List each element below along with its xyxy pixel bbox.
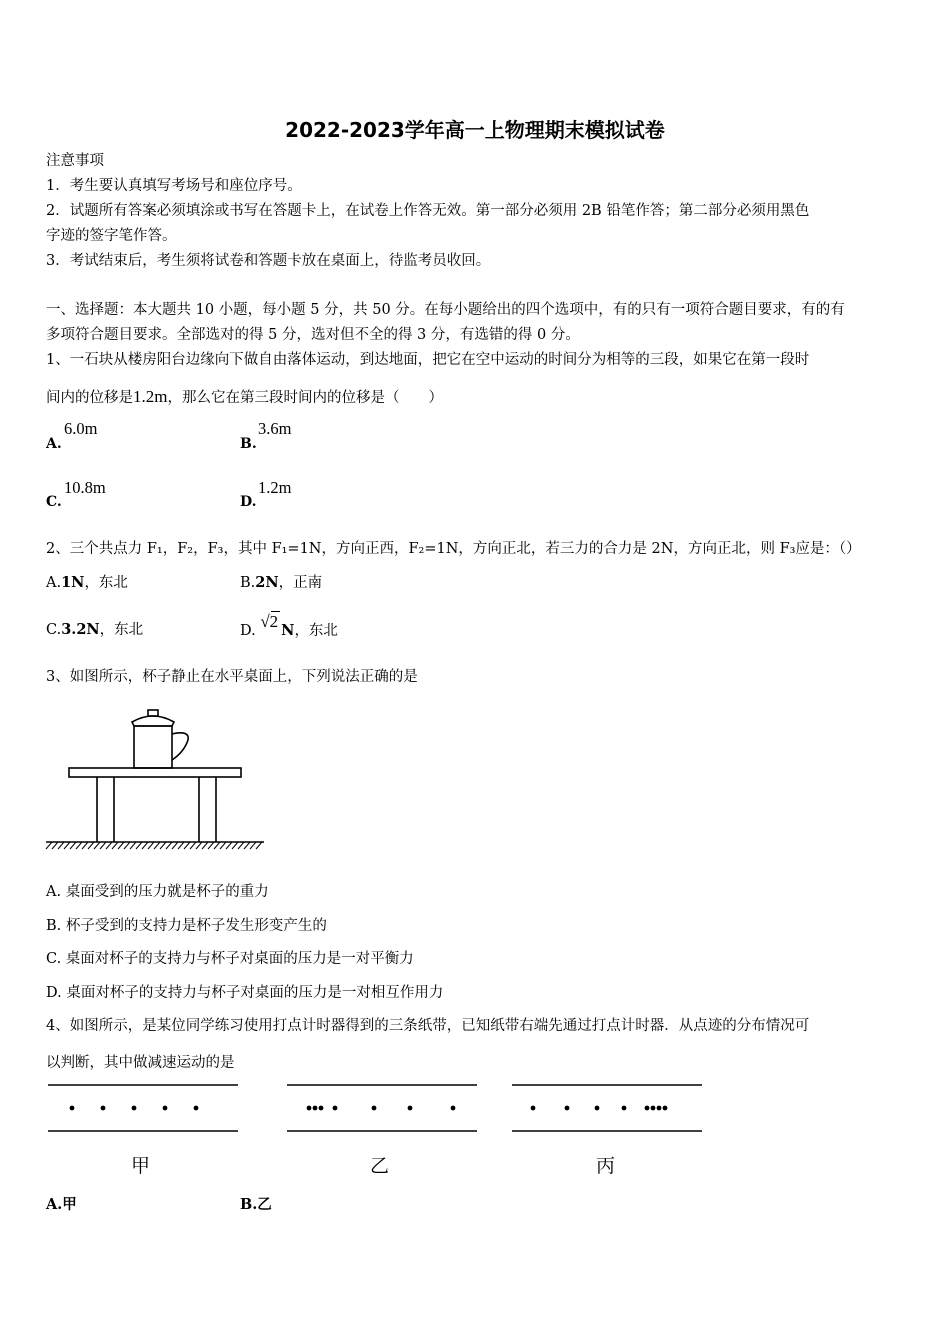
q1-option-d-letter: D. bbox=[240, 494, 257, 510]
q1-stem-line-2 bbox=[46, 387, 443, 408]
q2-option-b bbox=[240, 573, 322, 593]
q1-stem-value: 1.2m bbox=[133, 387, 168, 406]
q1-option-b-value: 3.6m bbox=[258, 419, 292, 438]
q1-option-c-value: 10.8m bbox=[64, 478, 106, 497]
q2-option-c bbox=[46, 620, 143, 640]
q2-option-c-value: 3.2N bbox=[61, 621, 100, 638]
notice-line-2a: 2．试题所有答案必须填涂或书写在答题卡上，在试卷上作答无效。第一部分必须用 2B 铅笔作答；第二部分必须用黑色 bbox=[46, 203, 810, 219]
q4-stem-line-2: 以判断，其中做减速运动的是 bbox=[46, 1055, 235, 1071]
table-top bbox=[69, 768, 241, 777]
page-title: 2022-2023学年高一上物理期末模拟试卷 bbox=[285, 118, 665, 142]
q1-stem-post: ，那么它在第三段时间内的位移是（ ） bbox=[167, 390, 443, 406]
q2-option-b-text: ，正南 bbox=[278, 575, 323, 591]
notice-line-1: 1．考生要认真填写考场号和座位序号。 bbox=[46, 178, 302, 194]
q3-option-c: C. 桌面对杯子的支持力与杯子对桌面的压力是一对平衡力 bbox=[46, 951, 414, 967]
q2-option-d bbox=[240, 612, 338, 641]
tape-bing-label: 丙 bbox=[596, 1155, 616, 1177]
q2-option-a-letter: A. bbox=[46, 575, 62, 591]
q2-option-a-value: 1N bbox=[61, 574, 85, 591]
q3-option-b: B. 杯子受到的支持力是杯子发生形变产生的 bbox=[46, 918, 327, 934]
section-heading-line-1: 一、选择题：本大题共 10 小题，每小题 5 分，共 50 分。在每小题给出的四个选项中，有的只有一项符合题目要求，有的有 bbox=[46, 302, 845, 318]
q3-stem: 3、如图所示，杯子静止在水平桌面上，下列说法正确的是 bbox=[46, 669, 418, 685]
q1-option-d-value: 1.2m bbox=[258, 478, 292, 497]
q4-option-b: B.乙 bbox=[240, 1196, 272, 1213]
q2-option-c-letter: C. bbox=[46, 622, 62, 638]
q1-option-b-letter: B. bbox=[240, 436, 257, 452]
q2-option-d-text: ，东北 bbox=[294, 623, 338, 639]
tape-yi-dots bbox=[307, 1106, 456, 1111]
cup-lid-knob bbox=[148, 710, 158, 716]
q1-option-a-letter: A. bbox=[46, 436, 62, 452]
q4-option-a: A.甲 bbox=[46, 1196, 77, 1213]
q2-option-d-value: N bbox=[281, 622, 295, 639]
tape-jia-dots bbox=[70, 1106, 199, 1111]
q4-stem-line-1: 4、如图所示，是某位同学练习使用打点计时器得到的三条纸带，已知纸带右端先通过打点计时器．从点迹的分布情况可 bbox=[46, 1018, 810, 1034]
q1-option-c-letter: C. bbox=[46, 494, 62, 510]
tape-jia-label: 甲 bbox=[131, 1155, 151, 1177]
cup-lid bbox=[132, 716, 174, 726]
q2-option-d-letter: D. bbox=[240, 623, 256, 639]
notice-heading: 注意事项 bbox=[46, 153, 104, 169]
cup-body bbox=[134, 726, 172, 768]
section-heading-line-2: 多项符合题目要求。全部选对的得 5 分，选对但不全的得 3 分，有选错的得 0 分。 bbox=[46, 327, 580, 343]
table-leg-left bbox=[97, 777, 114, 842]
q3-option-a: A. 桌面受到的压力就是杯子的重力 bbox=[46, 884, 269, 900]
q2-option-a-text: ，东北 bbox=[84, 575, 128, 591]
cup-on-table-figure bbox=[44, 706, 268, 856]
q2-option-b-value: 2N bbox=[255, 574, 279, 591]
q1-stem-line-1: 1、一石块从楼房阳台边缘向下做自由落体运动，到达地面，把它在空中运动的时间分为相等的三段，如果它在第一段时 bbox=[46, 352, 810, 368]
table-leg-right bbox=[199, 777, 216, 842]
q2-option-c-text: ，东北 bbox=[99, 622, 144, 638]
tape-yi-label: 乙 bbox=[370, 1155, 390, 1177]
q2-option-a bbox=[46, 573, 128, 593]
ticker-tapes-figure bbox=[44, 1080, 709, 1138]
notice-line-3: 3．考试结束后，考生须将试卷和答题卡放在桌面上，待监考员收回。 bbox=[46, 253, 491, 269]
notice-line-2b: 字迹的签字笔作答。 bbox=[46, 228, 177, 244]
tape-bing-dots bbox=[531, 1106, 668, 1111]
q1-stem-pre: 间内的位移是 bbox=[46, 390, 133, 406]
sqrt-symbol: √ 2 bbox=[260, 612, 279, 631]
q3-option-d: D. 桌面对杯子的支持力与杯子对桌面的压力是一对相互作用力 bbox=[46, 985, 444, 1001]
q2-option-d-radicand: 2 bbox=[269, 612, 279, 631]
ground-hatch bbox=[46, 842, 262, 849]
q1-option-a-value: 6.0m bbox=[64, 419, 98, 438]
q2-option-b-letter: B. bbox=[240, 575, 256, 591]
q2-stem: 2、三个共点力 F₁，F₂，F₃，其中 F₁=1N，方向正西，F₂=1N，方向正北，若三力的合力是 2N，方向正北，则 F₃应是：（） bbox=[46, 541, 861, 557]
cup-handle bbox=[172, 733, 188, 760]
